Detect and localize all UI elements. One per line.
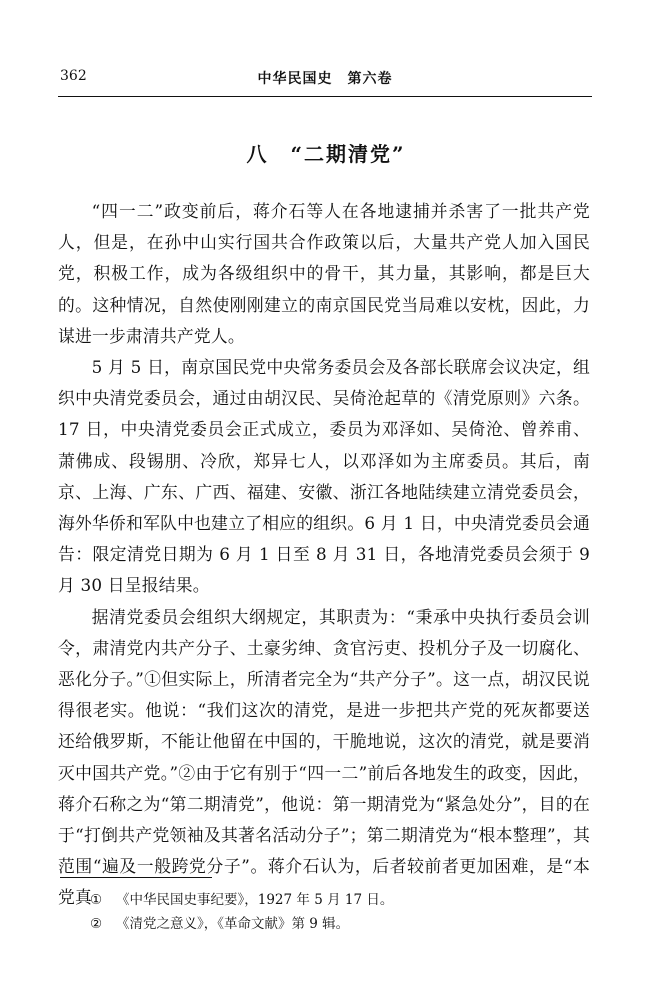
header-rule bbox=[58, 96, 592, 97]
running-title: 中华民国史 第六卷 bbox=[257, 71, 393, 87]
footnote-1 bbox=[90, 888, 590, 912]
footnote-2 bbox=[90, 912, 590, 936]
footnotes bbox=[90, 888, 590, 936]
section-title: 八 “二期清党” bbox=[246, 142, 406, 166]
footnote-mark: ① bbox=[90, 892, 103, 908]
paragraph-1: “四一二”政变前后，蒋介石等人在各地逮捕并杀害了一批共产党人，但是，在孙中山实行国共合作政策以后，大量共产党人加入国民党，积极工作，成为各级组织中的骨干，其力量，其影响，都是巨大的。这种情况，自然使刚刚建立的南京国民党当局难以安枕，因此，力谋进一步肃清共产党人。 bbox=[58, 201, 590, 346]
footnote-rule bbox=[60, 877, 212, 878]
body-text bbox=[58, 196, 590, 914]
paragraph-3: 据清党委员会组织大纲规定，其职责为：“秉承中央执行委员会训令，肃清党内共产分子、土豪劣绅、贪官污吏、投机分子及一切腐化、恶化分子。”①但实际上，所清者完全为“共产分子”。这一点，胡汉民说得很老实。他说：“我们这次的清党，是进一步把共产党的死灰都要送还给俄罗斯，不能让他留在中国的，干脆地说，这次的清党，就是要消灭中国共产党。”②由于它有别于“四一二”前后各地发生的政变，因此，蒋介石称之为“第二期清党”，他说：第一期清党为“紧急处分”，目的在于“打倒共产党领袖及其著名活动分子”；第二期清党为“根本整理”，其范围“遍及一般跨党分子”。蒋介石认为，后者较前者更加困难，是“本党真 bbox=[58, 606, 590, 908]
footnote-text: 《清党之意义》，《革命文献》第 9 辑。 bbox=[116, 916, 350, 932]
running-header bbox=[60, 68, 590, 92]
footnote-text: 《中华民国史事纪要》，1927 年 5 月 17 日。 bbox=[116, 892, 394, 908]
page-number: 362 bbox=[60, 68, 87, 84]
footnote-mark: ② bbox=[90, 916, 103, 932]
paragraph-2: 5 月 5 日，南京国民党中央常务委员会及各部长联席会议决定，组织中央清党委员会，通过由胡汉民、吴倚沧起草的《清党原则》六条。17 日，中央清党委员会正式成立，委员为邓泽如、吴倚沧、曾养甫、萧佛成、段锡朋、冷欣，郑异七人，以邓泽如为主席委员。其后，南京、上海、广东、广西、福建、安徽、浙江各地陆续建立清党委员会，海外华侨和军队中也建立了相应的组织。6 月 1 日，中央清党委员会通告：限定清党日期为 6 月 1 日至 8 月 31 日，各地清党委员会须于 9 月 30 日呈报结果。 bbox=[58, 357, 590, 596]
